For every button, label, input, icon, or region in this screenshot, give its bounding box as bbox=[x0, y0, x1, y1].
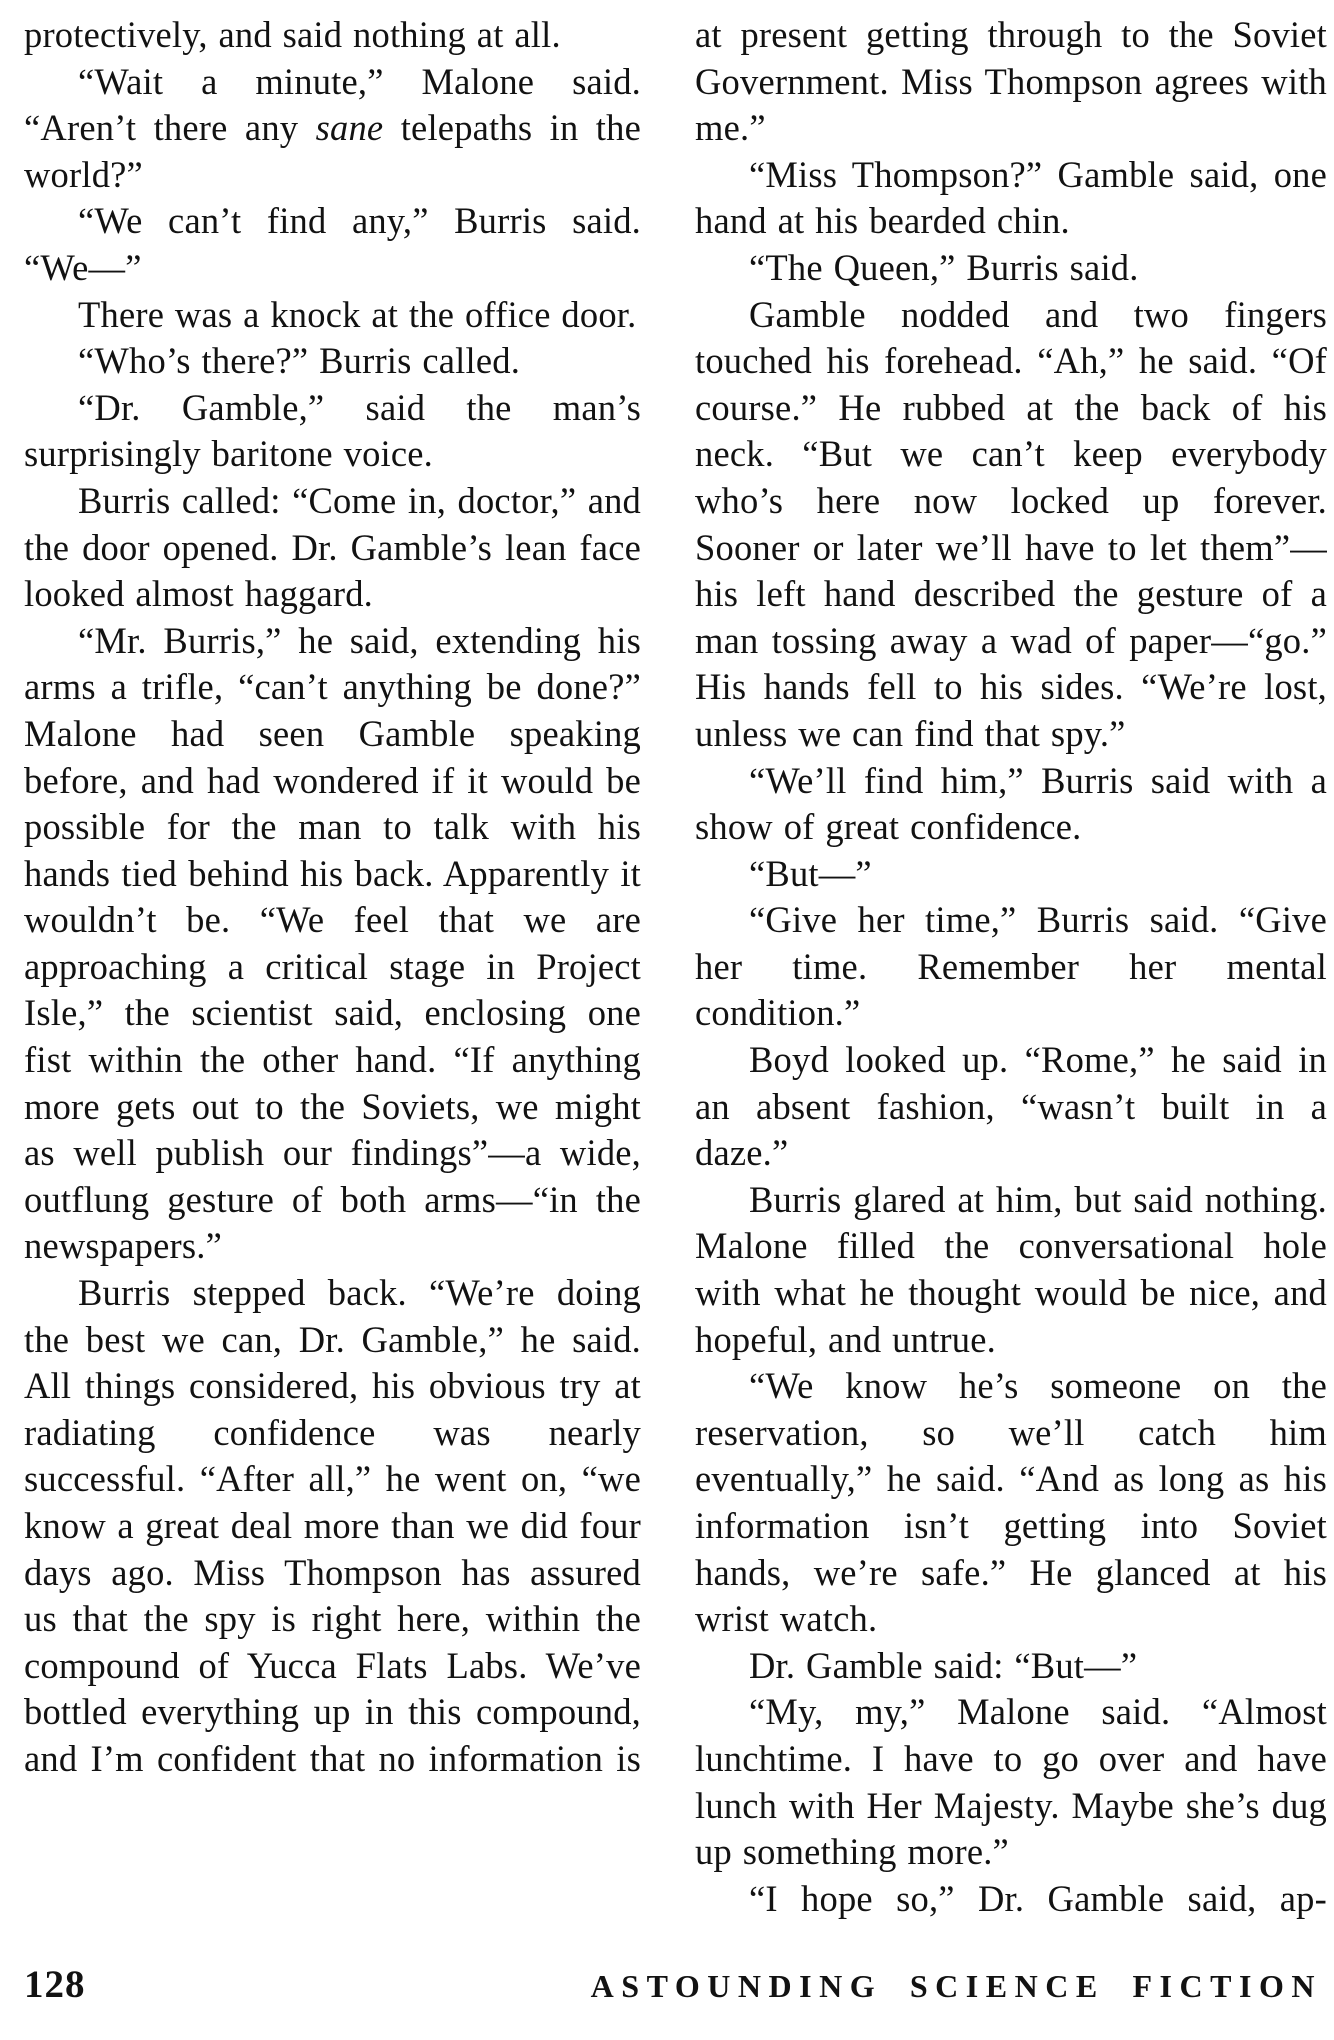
magazine-title: ASTOUNDING SCIENCE FICTION bbox=[590, 1968, 1322, 2004]
paragraph: “We’ll find him,” Burris said with a show of great confidence. bbox=[695, 759, 1327, 848]
paragraph: “But—” bbox=[749, 852, 872, 894]
paragraph: Burris stepped back. “We’re doing the best we can, Dr. Gamble,” he said. All things considered, his obvious try at radiating confidence was nearly successful. “After all,” he went on, “we know a great deal more than we did four days ago. Miss Thompson has assured us that the spy is right here, within the compound of Yucca Flats Labs. We’ve bottled everything up in this compound, and I’m confident that no information is bbox=[24, 1272, 641, 1779]
paragraph: Gamble nodded and two fingers touched his forehead. “Ah,” he said. “Of course.” He rubbed at the back of his neck. “But we can’t keep everybody who’s here now locked up forever. Sooner or later we’ll have to let them”—his left hand described the gesture of a man tossing away a wad of paper—“go.” His hands fell to his sides. “We’re lost, unless we can find that spy.” bbox=[695, 293, 1327, 754]
paragraph: “We know he’s someone on the reservation, so we’ll catch him eventually,” he said. “And as long as his information isn’t getting into Soviet hands, we’re safe.” He glanced at his wrist watch. bbox=[695, 1365, 1327, 1640]
paragraph: at present getting through to the Soviet Government. Miss Thompson agrees with me.” bbox=[695, 14, 1327, 149]
italic-word: sane bbox=[315, 107, 384, 149]
paragraph: “Miss Thompson?” Gamble said, one hand at his bearded chin. bbox=[695, 153, 1327, 242]
paragraph: “We can’t find any,” Burris said. “We—” bbox=[24, 200, 641, 288]
paragraph: “Give her time,” Burris said. “Give her time. Remember her mental condition.” bbox=[695, 899, 1327, 1034]
paragraph: Boyd looked up. “Rome,” he said in an absent fashion, “wasn’t built in a daze.” bbox=[695, 1039, 1327, 1174]
paragraph: Burris called: “Come in, doctor,” and the door opened. Dr. Gamble’s lean face looked almost haggard. bbox=[24, 479, 641, 615]
paragraph: “Wait a minute,” Malone said. “Aren’t there any sane telepaths in the world?” bbox=[24, 60, 641, 195]
page-footer bbox=[24, 1962, 1322, 2007]
text-column-left bbox=[24, 12, 641, 1783]
paragraph: “I hope so,” Dr. Gamble said, ap- bbox=[749, 1877, 1327, 1919]
text-column-right bbox=[695, 12, 1327, 1922]
paragraph: protectively, and said nothing at all. bbox=[24, 14, 561, 55]
paragraph: Burris glared at him, but said nothing. Malone filled the conversational hole with what he thought would be nice, and hopeful, and untrue. bbox=[695, 1178, 1327, 1360]
paragraph: “Who’s there?” Burris called. bbox=[78, 340, 521, 382]
page-number: 128 bbox=[24, 1963, 86, 2006]
paragraph: “Dr. Gamble,” said the man’s surprisingly baritone voice. bbox=[24, 386, 641, 475]
paragraph: Dr. Gamble said: “But—” bbox=[749, 1644, 1138, 1686]
paragraph: “My, my,” Malone said. “Almost lunchtime. I have to go over and have lunch with Her Majesty. Maybe she’s dug up something more.” bbox=[695, 1691, 1327, 1873]
paragraph: “The Queen,” Burris said. bbox=[749, 246, 1139, 288]
paragraph: There was a knock at the office door. bbox=[78, 293, 637, 335]
paragraph: “Mr. Burris,” he said, extending his arms a trifle, “can’t anything be done?” Malone had seen Gamble speaking before, and had wondered if it would be possible for the man to talk with his hands tied behind his back. Apparently it wouldn’t be. “We feel that we are approaching a critical stage in Project Isle,” the scientist said, enclosing one fist within the other hand. “If anything more gets out to the Soviets, we might as well publish our findings”—a wide, outflung gesture of both arms—“in the newspapers.” bbox=[24, 619, 641, 1267]
